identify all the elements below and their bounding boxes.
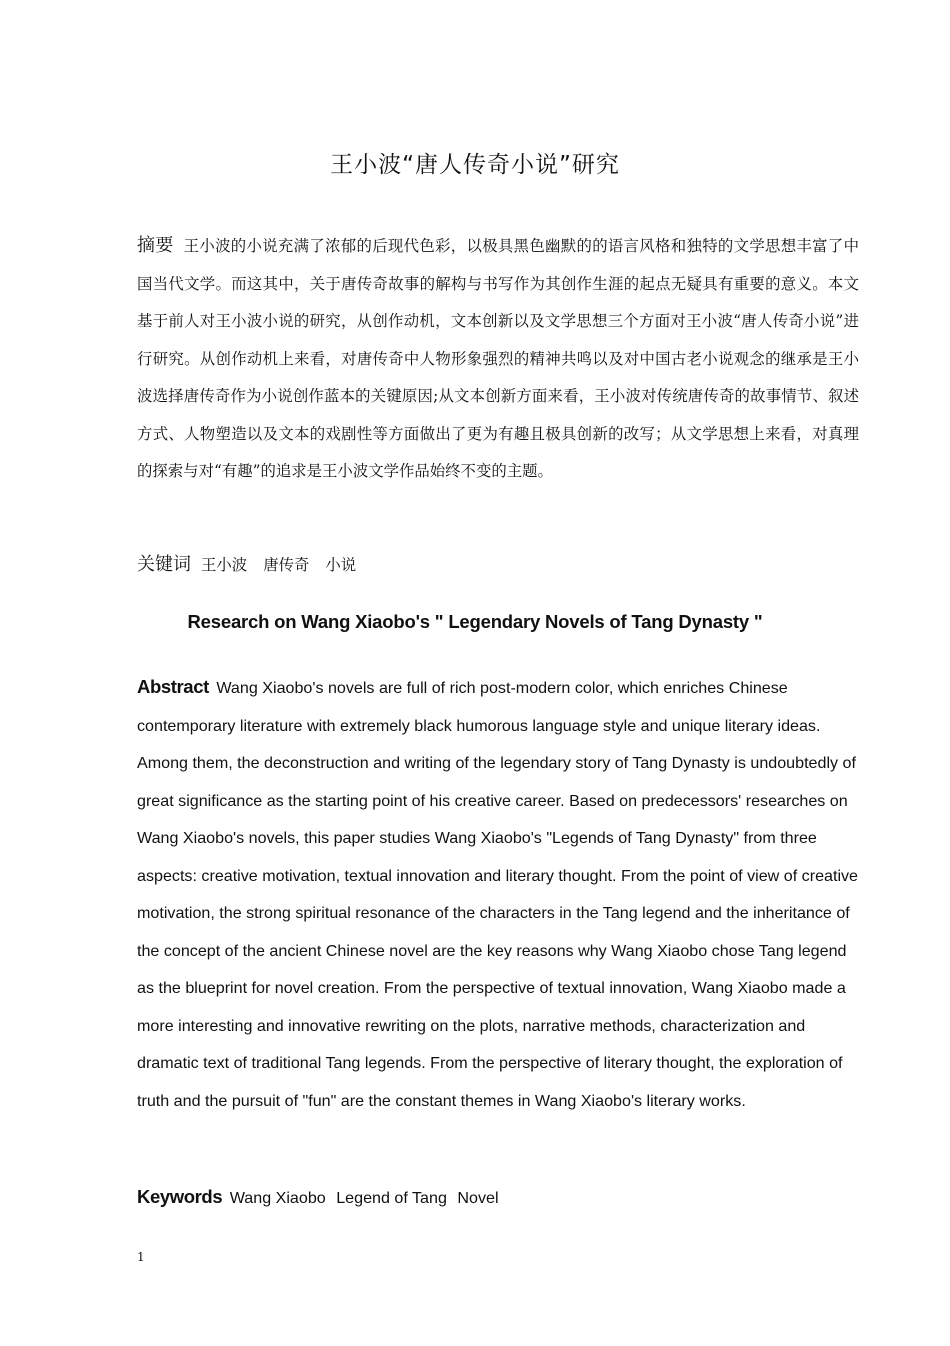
- english-keywords-label: Keywords: [137, 1186, 223, 1207]
- chinese-keyword: 小说: [325, 556, 357, 574]
- english-title: Research on Wang Xiaobo's " Legendary Novels of Tang Dynasty ": [187, 611, 763, 632]
- chinese-keywords: [137, 548, 859, 582]
- english-keyword: Legend of Tang: [336, 1189, 447, 1207]
- chinese-abstract: [137, 227, 859, 491]
- chinese-abstract-label: 摘要: [137, 235, 174, 256]
- chinese-title: 王小波“唐人传奇小说”研究: [330, 152, 620, 178]
- chinese-abstract-text: 王小波的小说充满了浓郁的后现代色彩，以极具黑色幽默的的语言风格和独特的文学思想丰富了中国当代文学。而这其中，关于唐传奇故事的解构与书写作为其创作生涯的起点无疑具有重要的意义。本文基于前人对王小波小说的研究，从创作动机，文本创新以及文学思想三个方面对王小波“唐人传奇小说”进行研究。从创作动机上来看，对唐传奇中人物形象强烈的精神共鸣以及对中国古老小说观念的继承是王小波选择唐传奇作为小说创作蓝本的关键原因;从文本创新方面来看，王小波对传统唐传奇的故事情节、叙述方式、人物塑造以及文本的戏剧性等方面做出了更为有趣且极具创新的改写；从文学思想上来看，对真理的探索与对“有趣”的追求是王小波文学作品始终不变的主题。: [137, 237, 859, 480]
- page-number: 1: [137, 1250, 145, 1264]
- english-abstract-label: Abstract: [137, 676, 209, 697]
- english-abstract: [137, 668, 867, 1120]
- english-keywords: [137, 1180, 859, 1215]
- chinese-keyword: 唐传奇: [263, 556, 310, 574]
- english-abstract-text: Wang Xiaobo's novels are full of rich post-modern color, which enriches Chinese contemporary literature with extremely black humorous language style and unique literary ideas. Among them, the deconstruction and writing of the legendary story of Tang Dynasty is undoubtedly of great significance as the starting point of his creative career. Based on predecessors' researches on Wang Xiaobo's novels, this paper studies Wang Xiaobo's "Legends of Tang Dynasty" from three aspects: creative motivation, textual innovation and literary thought. From the point of view of creative motivation, the strong spiritual resonance of the characters in the Tang legend and the inheritance of the concept of the ancient Chinese novel are the key reasons why Wang Xiaobo chose Tang legend as the blueprint for novel creation. From the perspective of textual innovation, Wang Xiaobo made a more interesting and innovative rewriting on the plots, narrative methods, characterization and dramatic text of traditional Tang legends. From the perspective of literary thought, the exploration of truth and the pursuit of "fun" are the constant themes in Wang Xiaobo's literary works.: [137, 679, 859, 1110]
- english-keyword: Wang Xiaobo: [229, 1189, 326, 1207]
- chinese-keyword: 王小波: [201, 556, 248, 574]
- chinese-keywords-label: 关键词: [137, 554, 191, 575]
- english-keyword: Novel: [457, 1189, 499, 1207]
